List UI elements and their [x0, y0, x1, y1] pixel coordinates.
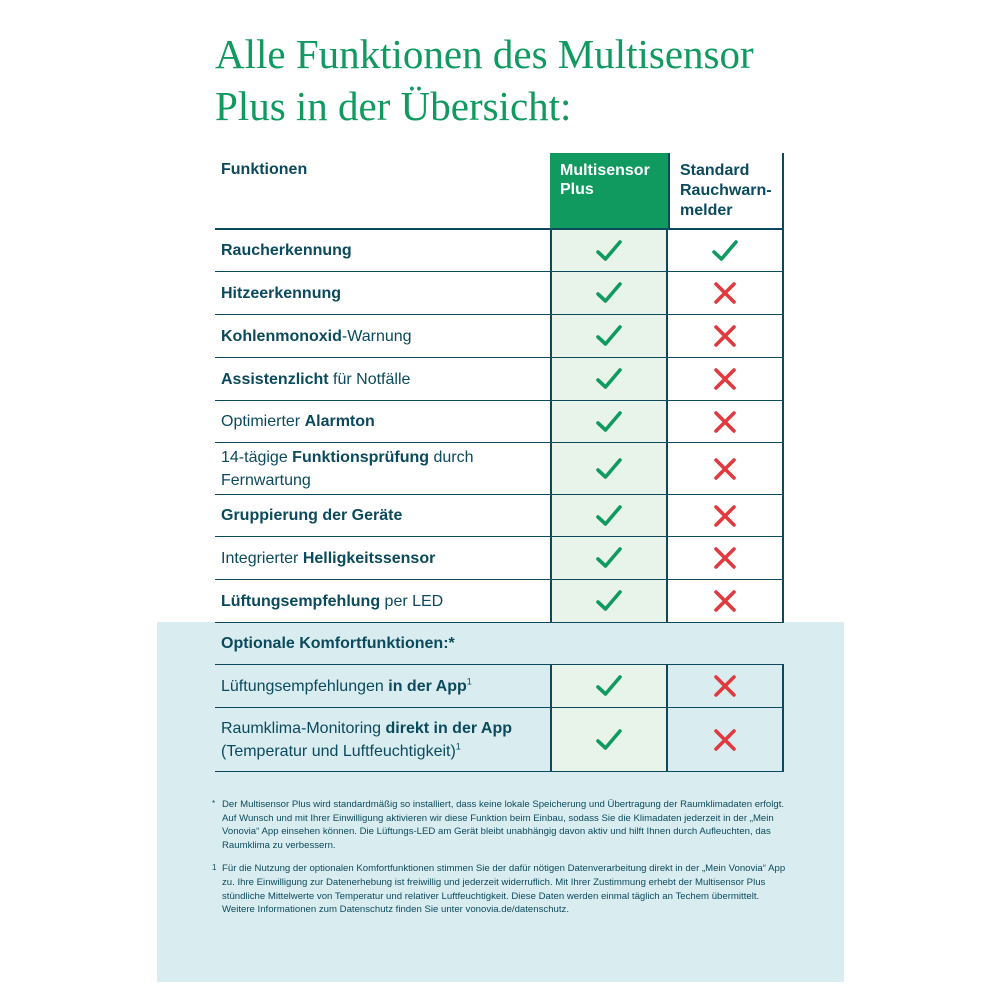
check-icon — [595, 587, 623, 615]
check-icon — [595, 672, 623, 700]
standard-cell — [668, 272, 784, 314]
label-text: Lüftungsempfehlungen — [221, 677, 389, 695]
label-text: durch Fernwartung — [221, 448, 474, 489]
multisensor-cell — [550, 495, 668, 536]
emphasis-text: in der App — [388, 677, 467, 695]
standard-cell — [668, 315, 784, 357]
function-label — [215, 230, 550, 271]
emphasis-text: Raucherkennung — [221, 242, 352, 259]
emphasis-text: Funktionsprüfung — [292, 448, 430, 466]
table-row — [215, 358, 784, 401]
function-label — [215, 708, 550, 771]
function-label — [215, 401, 550, 442]
header-standard-label: Standard Rauchwarn- melder — [680, 162, 772, 219]
footnote-text: Für die Nutzung der optionalen Komfortfunktionen stimmen Sie der dafür nötigen Datenverarbeitung direkt in der „Mein Vonovia“ App zu. Ihre Einwilligung zur Datenerhebung ist freiwillig und jederzeit widerruflich. Mit Ihrer Zustimmung erhebt der Multisensor Plus stündliche Mittelwerte von Temperatur und relativer Luftfeuchtigkeit. Diese Daten werden einmal täglich an Techem übermittelt. Weitere Informationen zum Datenschutz finden Sie unter vonovia.de/datenschutz. — [222, 863, 786, 916]
optional-section-label: Optionale Komfortfunktionen:* — [221, 635, 455, 652]
standard-cell — [668, 401, 784, 442]
emphasis-text: Kohlenmonoxid — [221, 327, 342, 345]
check-icon — [595, 322, 623, 350]
emphasis-text: direkt in der App — [385, 719, 513, 737]
multisensor-cell — [550, 443, 668, 494]
cross-icon — [711, 279, 739, 307]
standard-cell — [668, 537, 784, 579]
emphasis-text: Helligkeitssensor — [302, 549, 436, 567]
multisensor-cell — [550, 358, 668, 400]
cross-icon — [711, 455, 739, 483]
footnote — [212, 798, 787, 852]
multisensor-cell — [550, 315, 668, 357]
page-title — [215, 28, 754, 132]
cross-icon — [711, 322, 739, 350]
function-label — [215, 665, 550, 707]
cross-icon — [711, 502, 739, 530]
emphasis-text: Gruppierung der Geräte — [221, 507, 403, 524]
footnote-symbol: 1 — [212, 863, 217, 873]
function-label — [215, 358, 550, 400]
check-icon — [595, 726, 623, 754]
footnote — [212, 862, 787, 916]
table-row — [215, 495, 784, 537]
title-line-2: Plus in der Übersicht: — [215, 83, 572, 129]
header-standard — [668, 153, 784, 228]
multisensor-cell — [550, 537, 668, 579]
standard-cell — [668, 358, 784, 400]
cross-icon — [711, 408, 739, 436]
function-label — [215, 580, 550, 622]
check-icon — [595, 455, 623, 483]
label-text: Optimierter — [221, 413, 305, 430]
check-icon — [711, 237, 739, 265]
check-icon — [595, 279, 623, 307]
table-row — [215, 315, 784, 358]
label-text: (Temperatur und Luftfeuchtigkeit) — [221, 742, 456, 760]
label-text: 14-tägige — [221, 448, 293, 466]
table-row — [215, 401, 784, 443]
check-icon — [595, 237, 623, 265]
multisensor-cell — [550, 272, 668, 314]
label-text: für Notfälle — [328, 370, 411, 388]
label-text: -Warnung — [341, 327, 412, 345]
function-label — [215, 495, 550, 536]
function-label — [215, 272, 550, 314]
footnote-ref: 1 — [466, 676, 472, 687]
footnote-symbol: * — [212, 799, 216, 808]
table-row — [215, 708, 784, 772]
emphasis-text: Alarmton — [304, 413, 375, 430]
multisensor-cell — [550, 401, 668, 442]
check-icon — [595, 365, 623, 393]
label-text: Integrierter — [221, 549, 303, 567]
footnote-text: Der Multisensor Plus wird standardmäßig so installiert, dass keine lokale Speicherung und Übertragung der Raumklimadaten erfolgt. Auf Wunsch und mit Ihrer Einwilligung aktivieren wir diese Funktion beim Einbau, sodass Sie die Klimadaten jederzeit in der „Mein Vonovia“ App einsehen können. Die Lüftungs-LED am Gerät bleibt unabhängig davon aktiv und hilft Ihnen durch Aufleuchten, das Raumklima zu verbessern. — [222, 799, 785, 851]
table-row — [215, 272, 784, 315]
cross-icon — [711, 544, 739, 572]
check-icon — [595, 408, 623, 436]
header-multisensor-label: Multisensor Plus — [560, 162, 650, 198]
standard-cell — [668, 495, 784, 536]
header-multisensor — [550, 153, 668, 228]
footnote-ref: 1 — [455, 741, 461, 752]
emphasis-text: Assistenzlicht — [221, 370, 329, 388]
multisensor-cell — [550, 230, 668, 271]
header-functions: Funktionen — [221, 161, 308, 178]
cross-icon — [711, 587, 739, 615]
standard-cell — [668, 443, 784, 494]
cross-icon — [711, 365, 739, 393]
table-header — [215, 153, 784, 230]
check-icon — [595, 502, 623, 530]
table-row — [215, 580, 784, 623]
function-label — [215, 315, 550, 357]
function-label — [215, 443, 550, 494]
label-text: per LED — [380, 592, 444, 610]
table-row — [215, 537, 784, 580]
multisensor-cell — [550, 665, 668, 707]
standard-cell — [668, 230, 784, 271]
cross-icon — [711, 672, 739, 700]
table-row — [215, 443, 784, 495]
emphasis-text: Lüftungsempfehlung — [221, 592, 381, 610]
standard-cell — [668, 708, 784, 771]
function-label — [215, 537, 550, 579]
footnotes — [212, 798, 787, 927]
multisensor-cell — [550, 580, 668, 622]
emphasis-text: Hitzeerkennung — [221, 284, 342, 302]
check-icon — [595, 544, 623, 572]
optional-section-header — [215, 623, 784, 665]
cross-icon — [711, 726, 739, 754]
standard-cell — [668, 580, 784, 622]
title-line-1: Alle Funktionen des Multisensor — [215, 31, 754, 77]
table-row — [215, 230, 784, 272]
label-text: Raumklima-Monitoring — [221, 719, 386, 737]
table-row — [215, 665, 784, 708]
standard-cell — [668, 665, 784, 707]
multisensor-cell — [550, 708, 668, 771]
